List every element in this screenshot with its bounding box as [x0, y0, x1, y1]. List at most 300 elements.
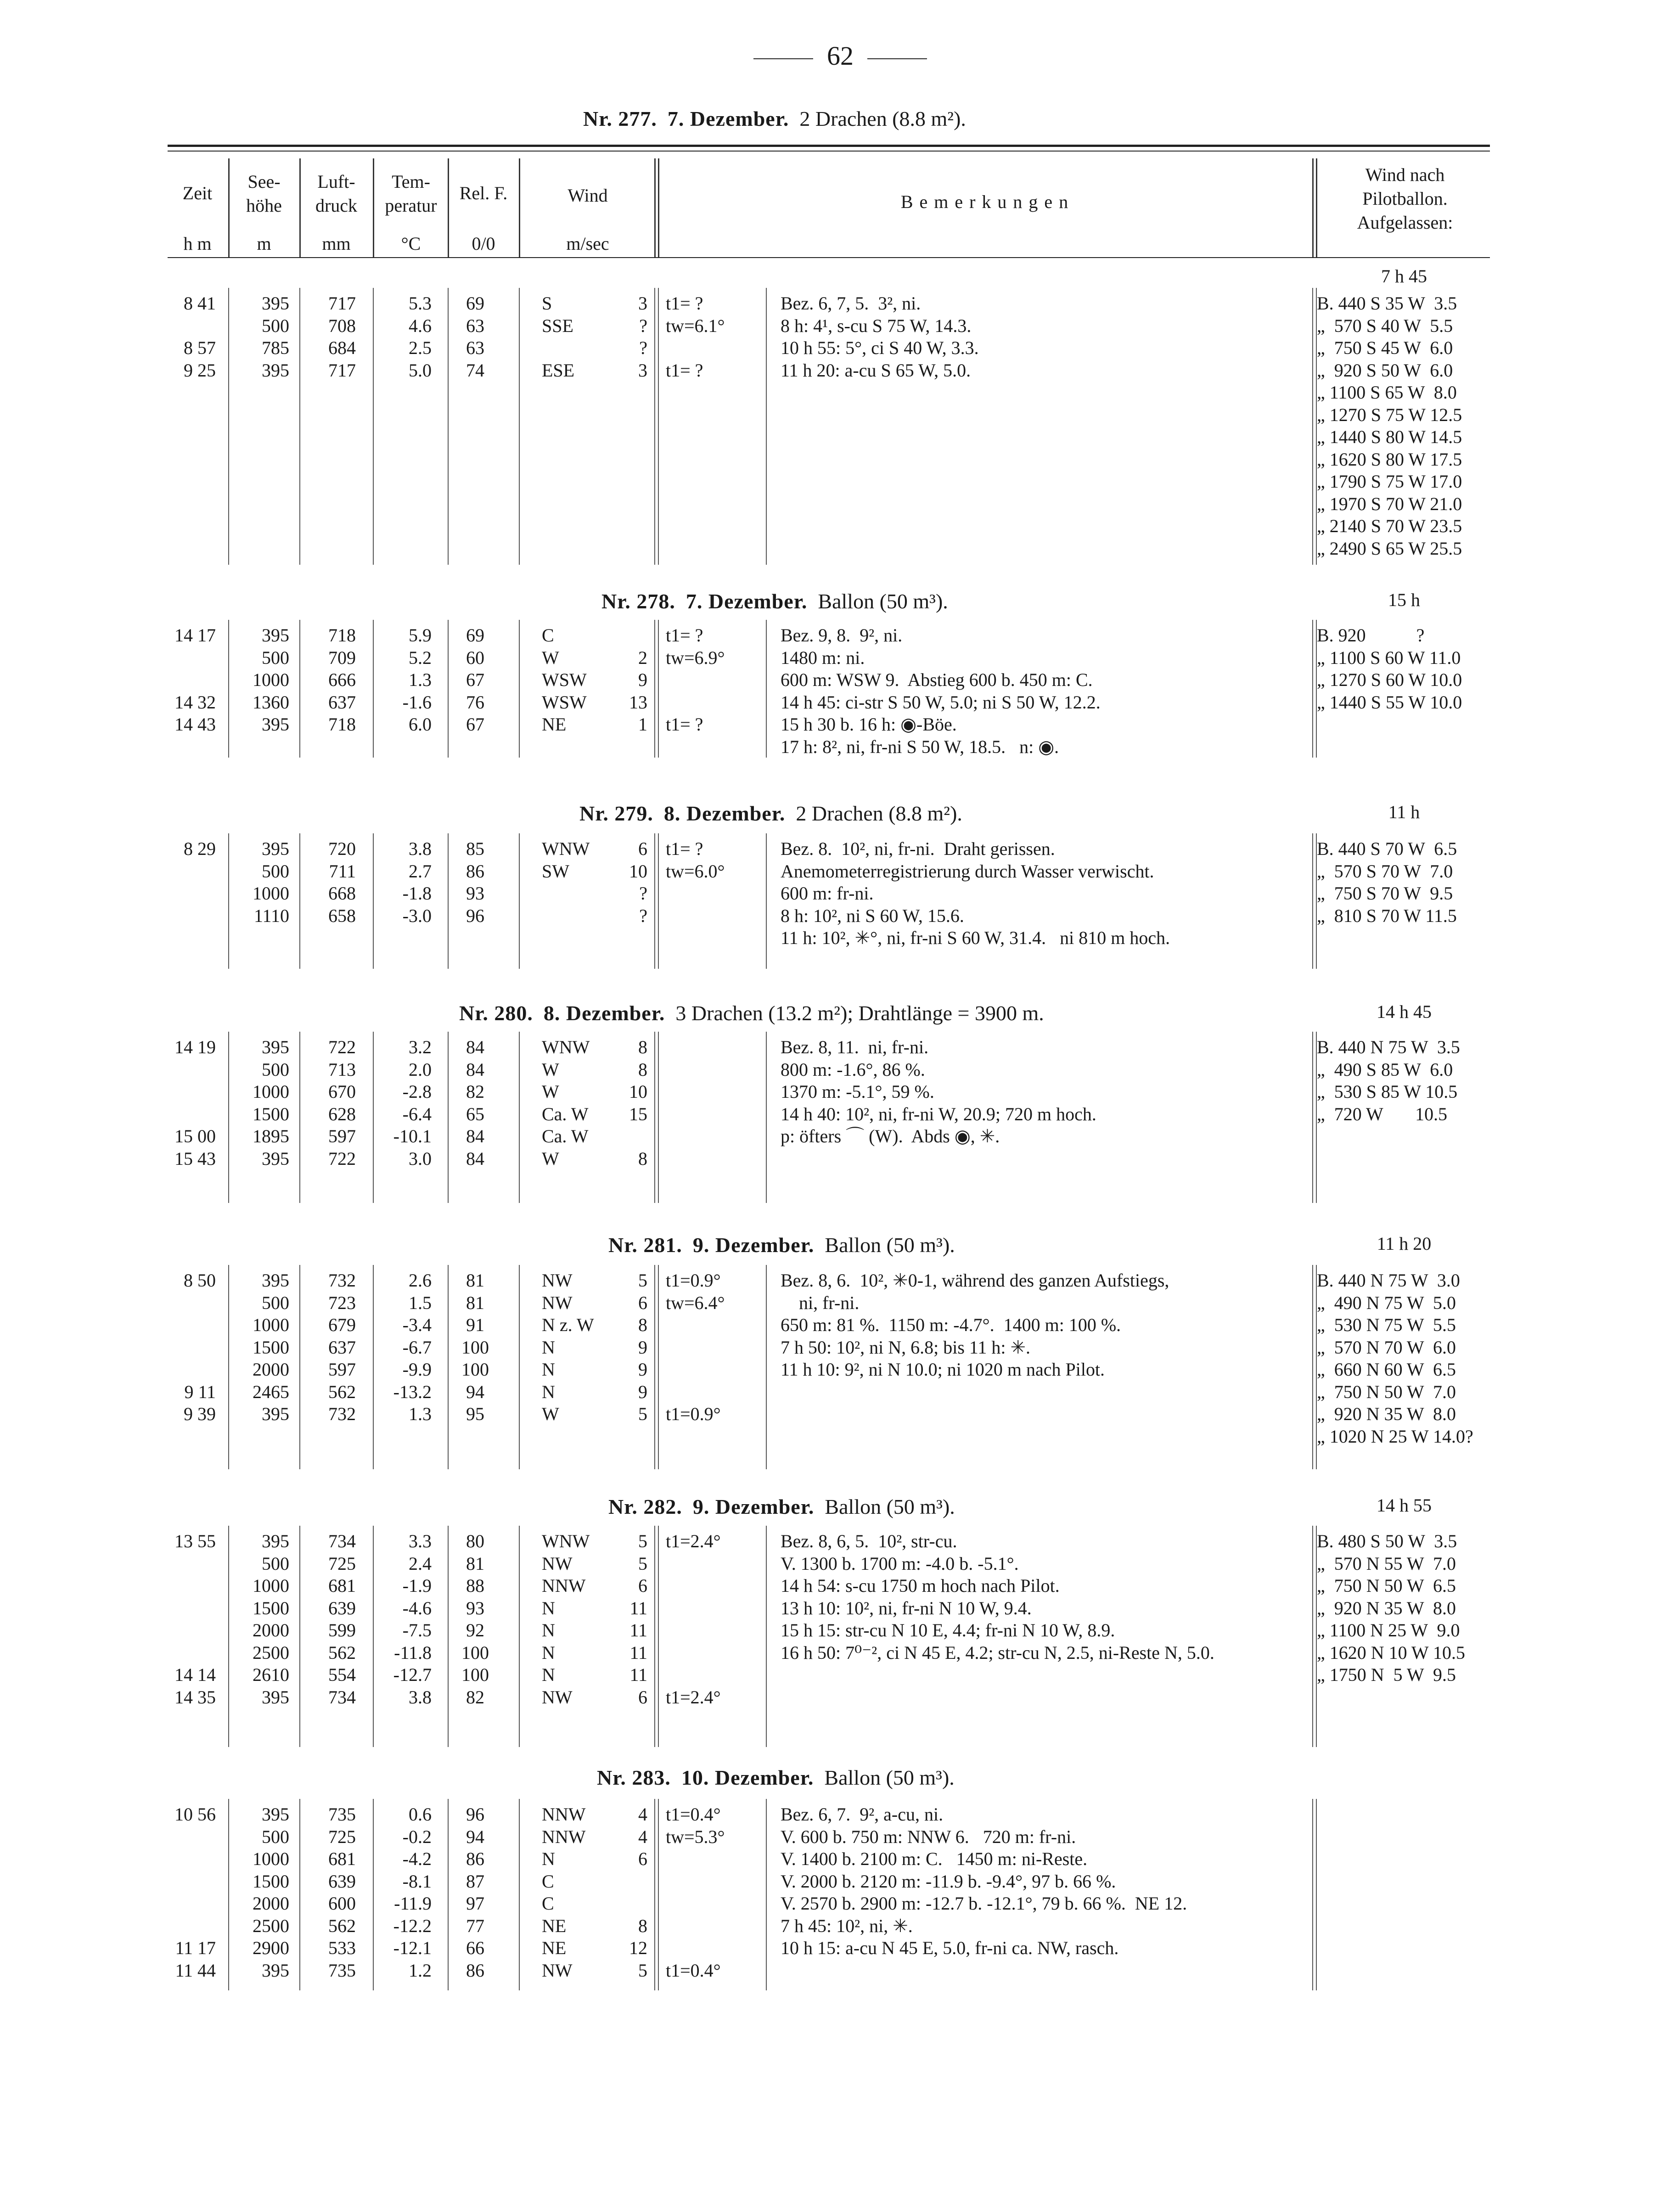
cell-hoehe: 395	[262, 714, 289, 735]
cell-temp: 3.0	[409, 1148, 432, 1169]
cell-relf: 86	[466, 1960, 484, 1981]
header-vline	[1312, 158, 1314, 257]
cell-wind-dir: S	[542, 293, 552, 314]
cell-druck: 684	[328, 337, 356, 358]
cell-hoehe: 2000	[253, 1620, 289, 1641]
cell-hoehe: 2900	[253, 1938, 289, 1958]
cell-temp: -7.5	[402, 1620, 432, 1641]
cell-druck: 639	[328, 1597, 356, 1618]
cell-relf: 92	[466, 1620, 484, 1641]
ascent-date: 9. Dezember.	[692, 1495, 815, 1518]
column-rule	[519, 833, 520, 969]
cell-wind-dir: W	[542, 1059, 559, 1080]
column-rule	[519, 1526, 520, 1747]
header-temperatur-unit: °C	[401, 233, 421, 254]
cell-wind-speed: 8	[638, 1148, 647, 1169]
ascent-date: 9. Dezember.	[692, 1233, 815, 1257]
cell-temp: 3.8	[409, 838, 432, 859]
cell-relf: 100	[461, 1337, 489, 1358]
cell-hoehe: 1000	[253, 669, 289, 690]
cell-t: tw=5.3°	[666, 1826, 725, 1847]
cell-remarks: ni, fr-ni.	[781, 1292, 860, 1313]
header-vline	[519, 158, 520, 257]
cell-druck: 735	[328, 1960, 356, 1981]
cell-wind-dir: WNW	[542, 1037, 590, 1057]
cell-remarks: 11 h: 10², ✳°, ni, fr-ni S 60 W, 31.4. ni 810 m hoch.	[781, 927, 1170, 948]
column-rule	[766, 288, 767, 565]
cell-zeit: 13 55	[174, 1531, 216, 1551]
cell-wind-speed: 9	[638, 1381, 647, 1402]
cell-druck: 723	[328, 1292, 356, 1313]
cell-wind-speed: 10	[629, 1081, 647, 1102]
column-rule	[654, 833, 655, 969]
header-vline	[228, 158, 230, 257]
cell-relf: 91	[466, 1315, 484, 1335]
cell-wind-dir: Ca. W	[542, 1126, 589, 1146]
cell-relf: 86	[466, 1848, 484, 1869]
cell-temp: 2.6	[409, 1270, 432, 1291]
cell-pilot: „ 1970 S 70 W 21.0	[1317, 493, 1462, 514]
header-seehoehe-unit: m	[257, 233, 271, 254]
column-rule	[1312, 288, 1313, 565]
column-rule	[373, 1799, 374, 1990]
ascent-description: Ballon (50 m³).	[824, 1766, 955, 1789]
column-rule	[654, 620, 655, 758]
column-rule	[519, 1032, 520, 1203]
cell-druck: 711	[329, 860, 356, 882]
cell-t: t1= ?	[666, 625, 703, 646]
ascent-title	[597, 1765, 955, 1790]
cell-wind-dir: NW	[542, 1960, 573, 1981]
cell-remarks: 7 h 45: 10², ni, ✳.	[781, 1915, 913, 1936]
pilot-launch-time: 11 h 20	[1377, 1233, 1432, 1254]
cell-temp: 1.3	[409, 669, 432, 690]
cell-t: tw=6.0°	[666, 860, 725, 882]
column-rule	[1316, 833, 1317, 969]
cell-pilot: „ 750 N 50 W 7.0	[1317, 1381, 1456, 1402]
cell-pilot: B. 440 N 75 W 3.5	[1317, 1037, 1460, 1057]
cell-druck: 670	[328, 1081, 356, 1102]
ascent-description: Ballon (50 m³).	[818, 590, 948, 613]
column-rule	[519, 288, 520, 565]
cell-zeit: 14 14	[174, 1664, 216, 1685]
cell-pilot: „ 1270 S 60 W 10.0	[1317, 669, 1462, 690]
header-temperatur: Tem- peratur	[385, 171, 437, 216]
cell-temp: 2.5	[409, 337, 432, 358]
cell-wind-speed: 4	[638, 1826, 647, 1847]
cell-hoehe: 395	[262, 1531, 289, 1551]
cell-hoehe: 2500	[253, 1642, 289, 1663]
cell-druck: 722	[328, 1148, 356, 1169]
header-pilot: Wind nach Pilotballon. Aufgelassen:	[1357, 164, 1453, 233]
cell-remarks: 11 h 10: 9², ni N 10.0; ni 1020 m nach Pilot.	[781, 1359, 1105, 1380]
cell-pilot: B. 440 N 75 W 3.0	[1317, 1270, 1460, 1291]
column-rule	[299, 1265, 300, 1469]
cell-temp: -4.6	[402, 1597, 432, 1618]
cell-pilot: „ 570 N 55 W 7.0	[1317, 1553, 1456, 1574]
column-rule	[654, 288, 655, 565]
cell-remarks: 800 m: -1.6°, 86 %.	[781, 1059, 925, 1080]
column-rule	[299, 288, 300, 565]
cell-hoehe: 2465	[253, 1381, 289, 1402]
cell-zeit: 9 11	[184, 1381, 216, 1402]
cell-hoehe: 500	[262, 647, 289, 668]
cell-wind-speed: 11	[629, 1664, 647, 1685]
column-rule	[373, 1265, 374, 1469]
column-rule	[654, 1265, 655, 1469]
header-vline	[299, 158, 301, 257]
column-rule	[228, 620, 229, 758]
cell-temp: 2.0	[409, 1059, 432, 1080]
column-rule	[373, 833, 374, 969]
cell-zeit: 14 32	[174, 691, 216, 713]
cell-wind-dir: N	[542, 1848, 555, 1869]
cell-remarks: 13 h 10: 10², ni, fr-ni N 10 W, 9.4.	[781, 1597, 1032, 1618]
cell-hoehe: 1500	[253, 1337, 289, 1358]
cell-t: t1= ?	[666, 838, 703, 859]
cell-wind-speed: ?	[639, 883, 647, 904]
cell-hoehe: 500	[262, 1553, 289, 1574]
cell-wind-speed: 9	[638, 1359, 647, 1380]
cell-relf: 84	[466, 1126, 484, 1146]
cell-relf: 84	[466, 1037, 484, 1057]
cell-temp: 1.2	[409, 1960, 432, 1981]
cell-hoehe: 1500	[253, 1597, 289, 1618]
cell-hoehe: 2610	[253, 1664, 289, 1685]
cell-wind-speed: ?	[639, 905, 647, 926]
cell-temp: -3.0	[402, 905, 432, 926]
column-rule	[519, 620, 520, 758]
cell-hoehe: 1110	[253, 905, 289, 926]
header-vline	[448, 158, 449, 257]
cell-wind-dir: N	[542, 1642, 555, 1663]
cell-druck: 562	[328, 1915, 356, 1936]
cell-druck: 637	[328, 691, 356, 713]
ascent-title	[608, 1494, 955, 1519]
cell-remarks: Bez. 8, 6, 5. 10², str-cu.	[781, 1531, 957, 1551]
cell-relf: 80	[466, 1531, 484, 1551]
header-vline	[654, 158, 656, 257]
cell-temp: -4.2	[402, 1848, 432, 1869]
cell-hoehe: 395	[262, 1804, 289, 1825]
cell-relf: 66	[466, 1938, 484, 1958]
cell-t: t1= ?	[666, 293, 703, 314]
cell-zeit: 8 57	[184, 337, 216, 358]
cell-wind-speed: 6	[638, 1292, 647, 1313]
pilot-launch-time: 14 h 55	[1377, 1495, 1432, 1516]
ascent-number: Nr. 283.	[597, 1766, 671, 1789]
cell-relf: 94	[466, 1826, 484, 1847]
cell-remarks: 15 h 30 b. 16 h: ◉-Böe.	[781, 714, 957, 735]
cell-pilot: B. 440 S 35 W 3.5	[1317, 293, 1457, 314]
cell-wind-speed: 6	[638, 1575, 647, 1596]
cell-hoehe: 2500	[253, 1915, 289, 1936]
cell-druck: 668	[328, 883, 356, 904]
cell-remarks: Bez. 8, 11. ni, fr-ni.	[781, 1037, 929, 1057]
cell-wind-dir: SW	[542, 860, 569, 882]
cell-relf: 94	[466, 1381, 484, 1402]
cell-wind-dir: C	[542, 1893, 554, 1914]
column-rule	[1312, 1265, 1313, 1469]
header-luftdruck-unit: mm	[322, 233, 351, 254]
cell-wind-speed: 5	[638, 1531, 647, 1551]
cell-druck: 679	[328, 1315, 356, 1335]
cell-pilot: „ 570 N 70 W 6.0	[1317, 1337, 1456, 1358]
cell-wind-speed: 6	[638, 1848, 647, 1869]
header-vline	[658, 158, 659, 257]
cell-hoehe: 395	[262, 838, 289, 859]
cell-druck: 722	[328, 1037, 356, 1057]
cell-pilot: „ 1620 N 10 W 10.5	[1317, 1642, 1465, 1663]
column-rule	[1316, 288, 1317, 565]
cell-druck: 725	[328, 1553, 356, 1574]
column-rule	[448, 1526, 449, 1747]
cell-wind-dir: N	[542, 1597, 555, 1618]
header-zeit-unit: h m	[183, 233, 212, 254]
cell-remarks: Bez. 8. 10², ni, fr-ni. Draht gerissen.	[781, 838, 1055, 859]
cell-relf: 60	[466, 647, 484, 668]
header-vline	[373, 158, 374, 257]
cell-wind-dir: WSW	[542, 669, 587, 690]
column-rule	[373, 288, 374, 565]
cell-hoehe: 395	[262, 360, 289, 381]
cell-wind-dir: W	[542, 1081, 559, 1102]
cell-druck: 713	[328, 1059, 356, 1080]
column-rule	[373, 1032, 374, 1203]
cell-zeit: 11 17	[175, 1938, 216, 1958]
cell-relf: 69	[466, 625, 484, 646]
ascent-description: 2 Drachen (8.8 m²).	[796, 802, 962, 825]
cell-wind-speed: 4	[638, 1804, 647, 1825]
cell-temp: -1.6	[402, 691, 432, 713]
cell-pilot: „ 1750 N 5 W 9.5	[1317, 1664, 1456, 1685]
column-rule	[654, 1526, 655, 1747]
ascent-title	[579, 801, 962, 826]
column-rule	[658, 1799, 659, 1990]
column-rule	[373, 1526, 374, 1747]
column-rule	[373, 620, 374, 758]
cell-druck: 628	[328, 1103, 356, 1124]
cell-druck: 666	[328, 669, 356, 690]
cell-wind-speed: 6	[638, 1686, 647, 1708]
cell-t: t1=0.9°	[666, 1404, 721, 1424]
cell-t: t1=2.4°	[666, 1531, 721, 1551]
cell-remarks: 17 h: 8², ni, fr-ni S 50 W, 18.5. n: ◉.	[781, 736, 1059, 757]
cell-wind-dir: W	[542, 647, 559, 668]
cell-hoehe: 1500	[253, 1871, 289, 1892]
header-rule-bottom	[168, 257, 1490, 258]
header-zeit: Zeit	[182, 183, 213, 203]
cell-relf: 81	[466, 1292, 484, 1313]
column-rule	[519, 1799, 520, 1990]
cell-druck: 718	[328, 625, 356, 646]
ascent-number: Nr. 279.	[579, 802, 653, 825]
ascent-date: 7. Dezember.	[685, 590, 808, 613]
cell-remarks: Anemometerregistrierung durch Wasser verwischt.	[781, 860, 1154, 882]
cell-wind-speed: 3	[638, 293, 647, 314]
cell-temp: -6.7	[402, 1337, 432, 1358]
cell-t: tw=6.1°	[666, 315, 725, 336]
cell-pilot: „ 750 S 45 W 6.0	[1317, 337, 1453, 358]
cell-temp: 5.3	[409, 293, 432, 314]
header-relf: Rel. F.	[459, 183, 508, 203]
ascent-description: Ballon (50 m³).	[825, 1495, 955, 1518]
cell-hoehe: 500	[262, 1826, 289, 1847]
cell-pilot: „ 920 N 35 W 8.0	[1317, 1404, 1456, 1424]
column-rule	[228, 1032, 229, 1203]
cell-hoehe: 2000	[253, 1359, 289, 1380]
pilot-launch-time: 15 h	[1388, 590, 1420, 610]
cell-temp: -12.2	[393, 1915, 432, 1936]
ascent-title-277: Nr. 277. 7. Dezember. 2 Drachen (8.8 m²).	[583, 107, 966, 130]
column-rule	[658, 1526, 659, 1747]
cell-remarks: 14 h 40: 10², ni, fr-ni W, 20.9; 720 m hoch.	[781, 1103, 1096, 1124]
cell-wind-dir: NE	[542, 1938, 567, 1958]
cell-wind-speed: 11	[629, 1642, 647, 1663]
cell-relf: 67	[466, 669, 484, 690]
cell-temp: -1.9	[402, 1575, 432, 1596]
cell-wind-dir: NNW	[542, 1575, 586, 1596]
cell-druck: 732	[328, 1404, 356, 1424]
cell-pilot: „ 1440 S 55 W 10.0	[1317, 691, 1462, 713]
cell-relf: 81	[466, 1553, 484, 1574]
cell-pilot: „ 750 S 70 W 9.5	[1317, 883, 1453, 904]
column-rule	[766, 1799, 767, 1990]
cell-hoehe: 395	[262, 293, 289, 314]
cell-temp: 5.2	[409, 647, 432, 668]
cell-druck: 717	[328, 360, 356, 381]
cell-hoehe: 395	[262, 1404, 289, 1424]
cell-remarks: V. 1400 b. 2100 m: C. 1450 m: ni-Reste.	[781, 1848, 1088, 1869]
cell-remarks: 1370 m: -5.1°, 59 %.	[781, 1081, 934, 1102]
page-number: 62	[716, 40, 964, 71]
header-wind-unit: m/sec	[566, 233, 609, 254]
column-rule	[299, 1526, 300, 1747]
cell-temp: 3.8	[409, 1686, 432, 1708]
cell-pilot: „ 2490 S 65 W 25.5	[1317, 538, 1462, 559]
cell-wind-dir: NE	[542, 1915, 567, 1936]
cell-wind-speed: ?	[639, 337, 647, 358]
cell-temp: -8.1	[402, 1871, 432, 1892]
cell-pilot: „ 720 W 10.5	[1317, 1103, 1448, 1124]
cell-druck: 554	[328, 1664, 356, 1685]
cell-hoehe: 1500	[253, 1103, 289, 1124]
cell-druck: 734	[328, 1531, 356, 1551]
cell-hoehe: 395	[262, 1270, 289, 1291]
cell-pilot: „ 530 N 75 W 5.5	[1317, 1315, 1456, 1335]
column-rule	[766, 1032, 767, 1203]
ascent-number: Nr. 278.	[601, 590, 675, 613]
cell-temp: -6.4	[402, 1103, 432, 1124]
column-rule	[1316, 1032, 1317, 1203]
column-rule	[658, 1032, 659, 1203]
ascent-date: 8. Dezember.	[543, 1001, 665, 1025]
cell-remarks: 15 h 15: str-cu N 10 E, 4.4; fr-ni N 10 W, 8.9.	[781, 1620, 1115, 1641]
cell-wind-dir: NW	[542, 1553, 573, 1574]
cell-wind-speed: 8	[638, 1315, 647, 1335]
cell-temp: -11.8	[394, 1642, 432, 1663]
cell-remarks: 16 h 50: 7⁰⁻², ci N 45 E, 4.2; str-cu N, 2.5, ni-Reste N, 5.0.	[781, 1642, 1214, 1663]
cell-pilot: „ 1440 S 80 W 14.5	[1317, 427, 1462, 447]
cell-pilot: B. 920 ?	[1317, 625, 1425, 646]
cell-temp: -0.2	[402, 1826, 432, 1847]
column-rule	[766, 833, 767, 969]
cell-wind-dir: N	[542, 1337, 555, 1358]
ascent-title	[608, 1233, 955, 1257]
cell-remarks: 8 h: 4¹, s-cu S 75 W, 14.3.	[781, 315, 972, 336]
cell-wind-speed: ?	[639, 315, 647, 336]
cell-wind-speed: 15	[629, 1103, 647, 1124]
cell-druck: 658	[328, 905, 356, 926]
cell-hoehe: 395	[262, 1686, 289, 1708]
cell-relf: 84	[466, 1059, 484, 1080]
cell-wind-dir: NNW	[542, 1826, 586, 1847]
cell-druck: 734	[328, 1686, 356, 1708]
header-bemerkungen: B e m e r k u n g e n	[900, 191, 1069, 212]
cell-wind-speed: 10	[629, 860, 647, 882]
cell-relf: 67	[466, 714, 484, 735]
ascent-description: 3 Drachen (13.2 m²); Drahtlänge = 3900 m.	[675, 1001, 1044, 1025]
cell-relf: 82	[466, 1686, 484, 1708]
cell-wind-speed: 8	[638, 1059, 647, 1080]
cell-pilot: „ 490 N 75 W 5.0	[1317, 1292, 1456, 1313]
cell-temp: 2.4	[409, 1553, 432, 1574]
cell-t: t1=2.4°	[666, 1686, 721, 1708]
cell-hoehe: 500	[262, 315, 289, 336]
header-vline	[1316, 158, 1317, 257]
cell-t: t1= ?	[666, 714, 703, 735]
cell-temp: 0.6	[409, 1804, 432, 1825]
cell-druck: 597	[328, 1359, 356, 1380]
cell-relf: 96	[466, 905, 484, 926]
cell-temp: 5.9	[409, 625, 432, 646]
cell-remarks: 10 h 55: 5°, ci S 40 W, 3.3.	[781, 337, 979, 358]
cell-remarks: 14 h 45: ci-str S 50 W, 5.0; ni S 50 W, 12.2.	[781, 691, 1101, 713]
cell-temp: -12.7	[393, 1664, 432, 1685]
column-rule	[1312, 1032, 1313, 1203]
cell-temp: -2.8	[402, 1081, 432, 1102]
cell-temp: 1.5	[409, 1292, 432, 1313]
cell-remarks: Bez. 6, 7. 9², a-cu, ni.	[781, 1804, 944, 1825]
cell-druck: 639	[328, 1871, 356, 1892]
cell-remarks: 8 h: 10², ni S 60 W, 15.6.	[781, 905, 964, 926]
cell-hoehe: 785	[262, 337, 289, 358]
column-rule	[766, 1526, 767, 1747]
cell-remarks: 14 h 54: s-cu 1750 m hoch nach Pilot.	[781, 1575, 1060, 1596]
pilot-launch-time: 11 h	[1388, 802, 1420, 822]
cell-relf: 100	[461, 1359, 489, 1380]
cell-temp: 3.3	[409, 1531, 432, 1551]
cell-wind-dir: NW	[542, 1686, 573, 1708]
cell-temp: 3.2	[409, 1037, 432, 1057]
cell-wind-speed: 11	[629, 1620, 647, 1641]
header-wind: Wind	[567, 185, 608, 206]
column-rule	[228, 1799, 229, 1990]
cell-remarks: p: öfters ⌒ (W). Abds ◉, ✳.	[781, 1126, 1000, 1146]
page-number-dash-left	[753, 58, 813, 59]
cell-zeit: 14 17	[174, 625, 216, 646]
ascent-number: Nr. 282.	[608, 1495, 682, 1518]
cell-relf: 63	[466, 315, 484, 336]
cell-wind-speed: 8	[638, 1037, 647, 1057]
cell-hoehe: 395	[262, 1037, 289, 1057]
cell-pilot: „ 1790 S 75 W 17.0	[1317, 471, 1462, 492]
cell-pilot: „ 490 S 85 W 6.0	[1317, 1059, 1453, 1080]
cell-druck: 637	[328, 1337, 356, 1358]
pilot-launch-time: 14 h 45	[1377, 1001, 1432, 1022]
column-rule	[228, 1526, 229, 1747]
cell-relf: 85	[466, 838, 484, 859]
